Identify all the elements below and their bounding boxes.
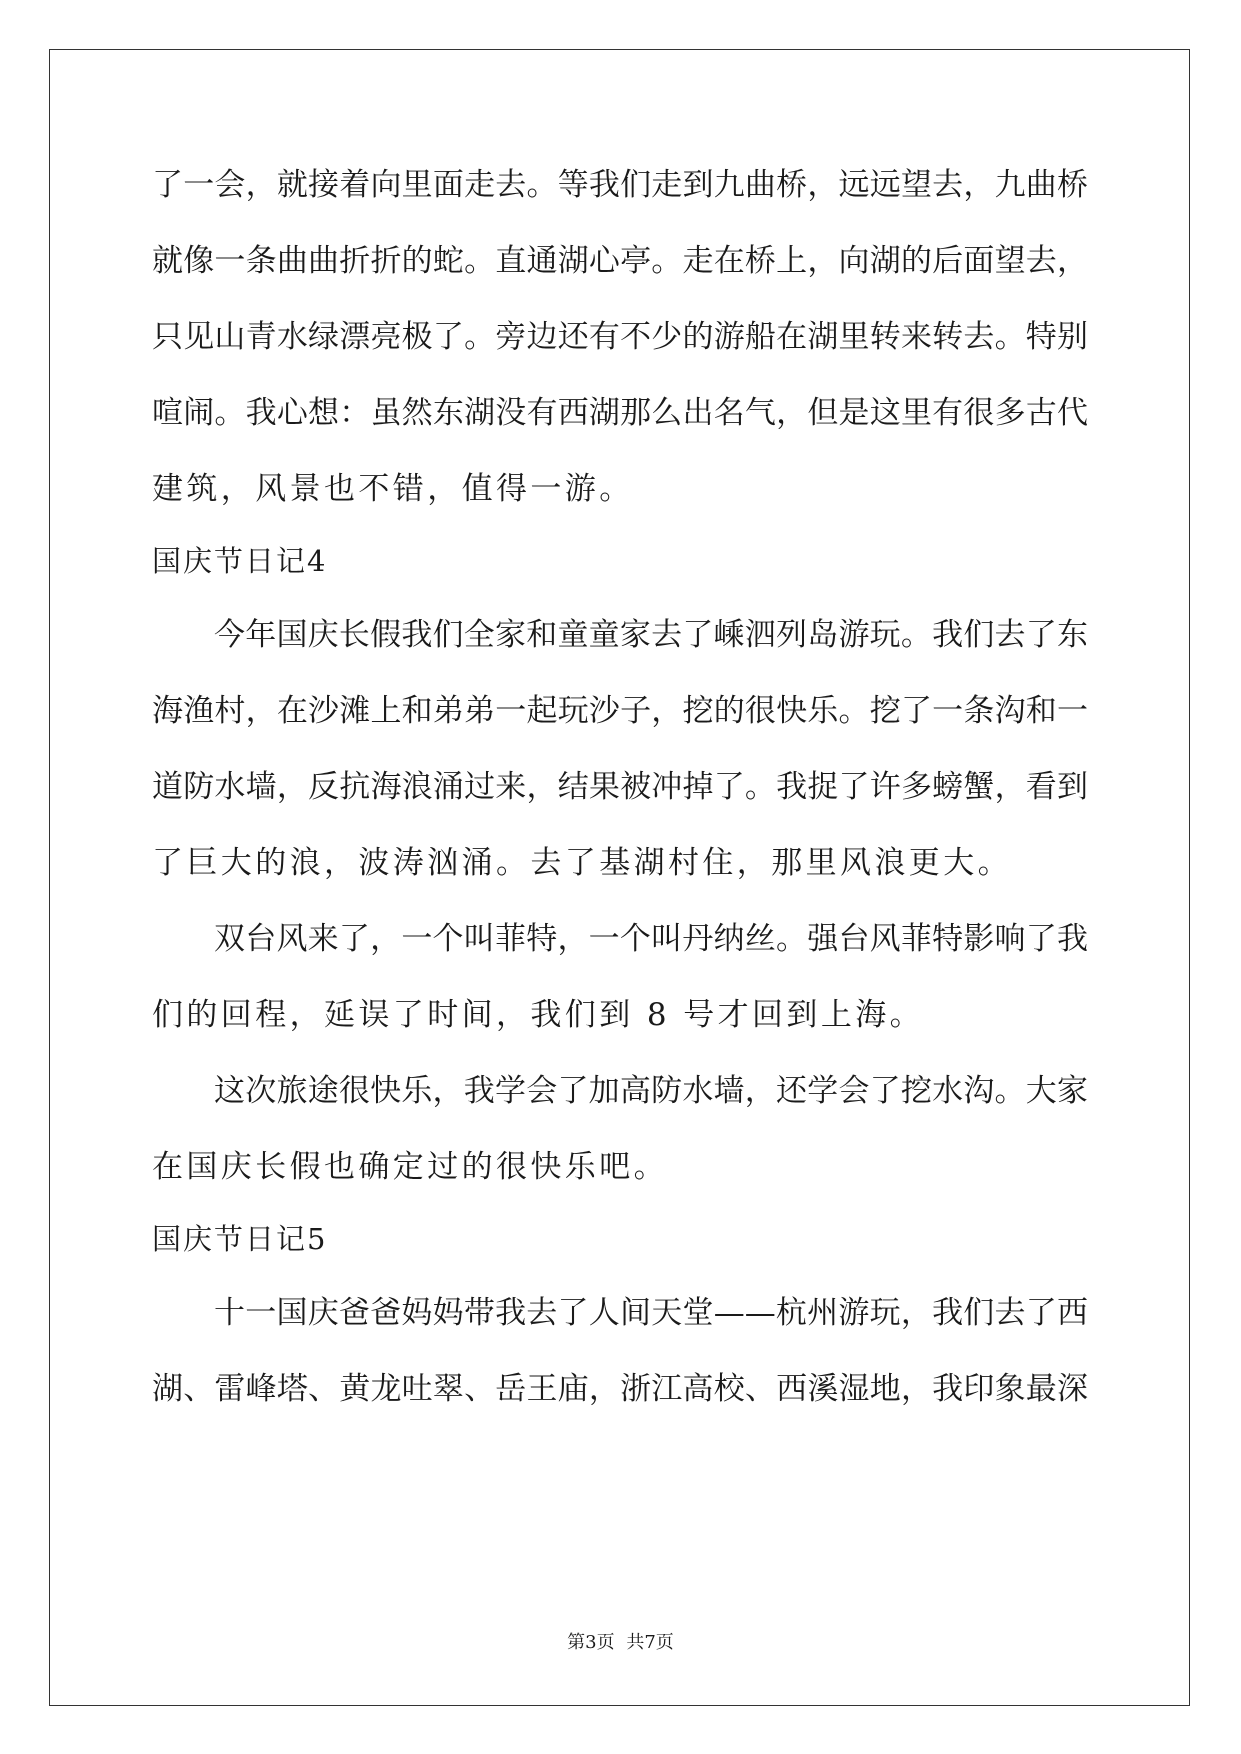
- text-line: 了巨大的浪，波涛汹涌。去了基湖村住，那里风浪更大。: [152, 845, 1012, 881]
- text-line: 道防水墙，反抗海浪涌过来，结果被冲掉了。我捉了许多螃蟹，看到: [152, 769, 1088, 805]
- page-total: 共7页: [626, 1632, 674, 1653]
- diary-heading-5: 国庆节日记5: [152, 1222, 328, 1256]
- text-line: 湖、雷峰塔、黄龙吐翠、岳王庙，浙江高校、西溪湿地，我印象最深: [152, 1371, 1088, 1407]
- text-line: 就像一条曲曲折折的蛇。直通湖心亭。走在桥上，向湖的后面望去，: [152, 243, 1088, 279]
- text-line: 建筑，风景也不错，值得一游。: [152, 471, 634, 507]
- text-line: 们的回程，延误了时间，我们到 8 号才回到上海。: [152, 997, 925, 1033]
- text-line: 在国庆长假也确定过的很快乐吧。: [152, 1149, 668, 1185]
- text-line: 双台风来了，一个叫菲特，一个叫丹纳丝。强台风菲特影响了我: [214, 921, 1088, 957]
- text-line: 喧闹。我心想：虽然东湖没有西湖那么出名气，但是这里有很多古代: [152, 395, 1088, 431]
- text-line: 今年国庆长假我们全家和童童家去了嵊泗列岛游玩。我们去了东: [214, 617, 1088, 653]
- text-line: 十一国庆爸爸妈妈带我去了人间天堂——杭州游玩，我们去了西: [214, 1295, 1088, 1331]
- diary-heading-4: 国庆节日记4: [152, 544, 328, 578]
- text-line: 海渔村，在沙滩上和弟弟一起玩沙子，挖的很快乐。挖了一条沟和一: [152, 693, 1088, 729]
- page-footer: [0, 1630, 1241, 1656]
- page-number: 第3页: [567, 1632, 615, 1653]
- text-line: 只见山青水绿漂亮极了。旁边还有不少的游船在湖里转来转去。特别: [152, 319, 1088, 355]
- text-line: 这次旅途很快乐，我学会了加高防水墙，还学会了挖水沟。大家: [214, 1073, 1088, 1109]
- text-line: 了一会，就接着向里面走去。等我们走到九曲桥，远远望去，九曲桥: [152, 167, 1088, 203]
